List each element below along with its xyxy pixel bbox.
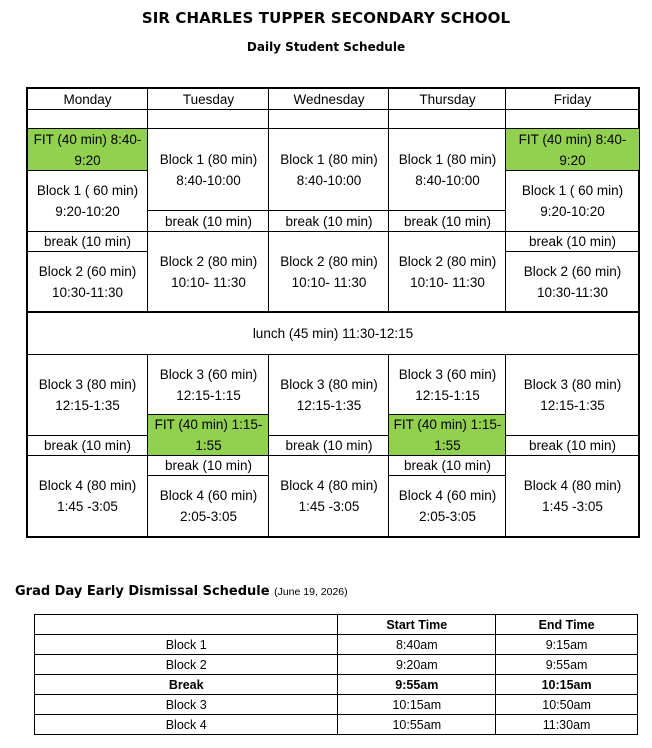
- header-cell-blank: [35, 615, 338, 635]
- schedule-cell-fit: FIT (40 min) 8:40- 9:20: [506, 129, 639, 171]
- table-header-row: [35, 615, 638, 635]
- schedule-cell-block-2: Block 2 (80 min) 10:10- 11:30: [389, 232, 506, 312]
- row-label: Block 2: [35, 655, 338, 675]
- schedule-cell-block-4: Block 4 (80 min) 1:45 -3:05: [38, 478, 137, 514]
- schedule-cell-block-2: Block 2 (60 min) 10:30-11:30: [506, 252, 639, 312]
- schedule-cell-break: break (10 min): [28, 436, 147, 456]
- schedule-cell-break: break (10 min): [506, 232, 639, 252]
- schedule-cell-fit: FIT (40 min) 1:15- 1:55: [389, 415, 506, 456]
- table-row: [35, 715, 638, 735]
- schedule-cell-break: break (10 min): [389, 456, 506, 476]
- schedule-cell-break: break (10 min): [148, 456, 269, 476]
- blank-row: [389, 110, 506, 129]
- schedule-cell-block-4: Block 4 (60 min) 2:05-3:05: [159, 488, 258, 524]
- row-start-time: 9:20am: [338, 655, 496, 675]
- day-header: Tuesday: [148, 89, 269, 110]
- table-row: [35, 695, 638, 715]
- blank-row: [269, 110, 389, 129]
- row-end-time: 11:30am: [496, 715, 638, 735]
- schedule-cell-block-4: Block 4 (80 min) 1:45 -3:05: [280, 478, 378, 514]
- schedule-cell-block-3: Block 3 (60 min) 12:15-1:15: [389, 355, 506, 415]
- day-header: Thursday: [389, 89, 506, 110]
- row-end-time: 10:15am: [496, 675, 638, 695]
- schedule-cell-block-2: Block 2 (80 min) 10:10- 11:30: [148, 232, 269, 312]
- row-start-time: 8:40am: [338, 635, 496, 655]
- schedule-cell-block-1: Block 1 (80 min) 8:40-10:00: [389, 129, 506, 211]
- schedule-cell-break: break (10 min): [148, 211, 269, 232]
- schedule-cell-block-3: Block 3 (60 min) 12:15-1:15: [148, 355, 269, 415]
- daily-schedule-grid: [26, 87, 640, 538]
- table-row: [35, 635, 638, 655]
- grad-day-table: [34, 614, 638, 735]
- row-start-time: 9:55am: [338, 675, 496, 695]
- row-label: Block 3: [35, 695, 338, 715]
- schedule-cell-break: break (10 min): [269, 211, 389, 232]
- school-title: SIR CHARLES TUPPER SECONDARY SCHOOL: [141, 9, 511, 27]
- lunch-row: lunch (45 min) 11:30-12:15: [28, 312, 638, 355]
- header-cell-end: End Time: [496, 615, 638, 635]
- table-row: [35, 675, 638, 695]
- blank-row: [28, 110, 147, 129]
- schedule-cell-block-2: Block 2 (80 min) 10:10- 11:30: [269, 232, 389, 312]
- table-row: [35, 655, 638, 675]
- row-end-time: 9:55am: [496, 655, 638, 675]
- header-cell-start: Start Time: [338, 615, 496, 635]
- schedule-title: Daily Student Schedule: [246, 40, 406, 54]
- day-header: Monday: [28, 89, 147, 110]
- grad-day-title: [15, 584, 348, 599]
- row-start-time: 10:15am: [338, 695, 496, 715]
- row-label: Break: [35, 675, 338, 695]
- schedule-cell-break: break (10 min): [28, 232, 147, 252]
- row-end-time: 9:15am: [496, 635, 638, 655]
- row-start-time: 10:55am: [338, 715, 496, 735]
- day-header: Friday: [506, 89, 639, 110]
- schedule-cell-break: break (10 min): [389, 211, 506, 232]
- grad-day-date: (June 19, 2026): [274, 586, 348, 598]
- schedule-cell-fit: FIT (40 min) 8:40- 9:20: [28, 129, 147, 171]
- schedule-cell-break: break (10 min): [269, 436, 389, 456]
- schedule-cell-block-1: Block 1 ( 60 min) 9:20-10:20: [28, 171, 147, 232]
- schedule-cell-fit: FIT (40 min) 1:15- 1:55: [148, 415, 269, 456]
- schedule-cell-block-1: Block 1 (80 min) 8:40-10:00: [269, 129, 389, 211]
- schedule-cell-block-3: Block 3 (80 min) 12:15-1:35: [506, 355, 639, 436]
- day-header: Wednesday: [269, 89, 389, 110]
- blank-row: [148, 110, 269, 129]
- grad-day-title-text: Grad Day Early Dismissal Schedule: [15, 584, 270, 599]
- schedule-cell-block-3: Block 3 (80 min) 12:15-1:35: [28, 355, 147, 436]
- blank-row: [506, 110, 639, 129]
- schedule-cell-block-1: Block 1 (80 min) 8:40-10:00: [148, 129, 269, 211]
- schedule-cell-break: break (10 min): [506, 436, 639, 456]
- schedule-cell-block-3: Block 3 (80 min) 12:15-1:35: [269, 355, 389, 436]
- row-label: Block 1: [35, 635, 338, 655]
- schedule-cell-block-2: Block 2 (60 min) 10:30-11:30: [28, 252, 147, 312]
- row-label: Block 4: [35, 715, 338, 735]
- row-end-time: 10:50am: [496, 695, 638, 715]
- schedule-cell-block-4: Block 4 (60 min) 2:05-3:05: [398, 488, 497, 524]
- schedule-cell-block-1: Block 1 ( 60 min) 9:20-10:20: [506, 171, 639, 232]
- schedule-cell-block-4: Block 4 (80 min) 1:45 -3:05: [523, 478, 622, 514]
